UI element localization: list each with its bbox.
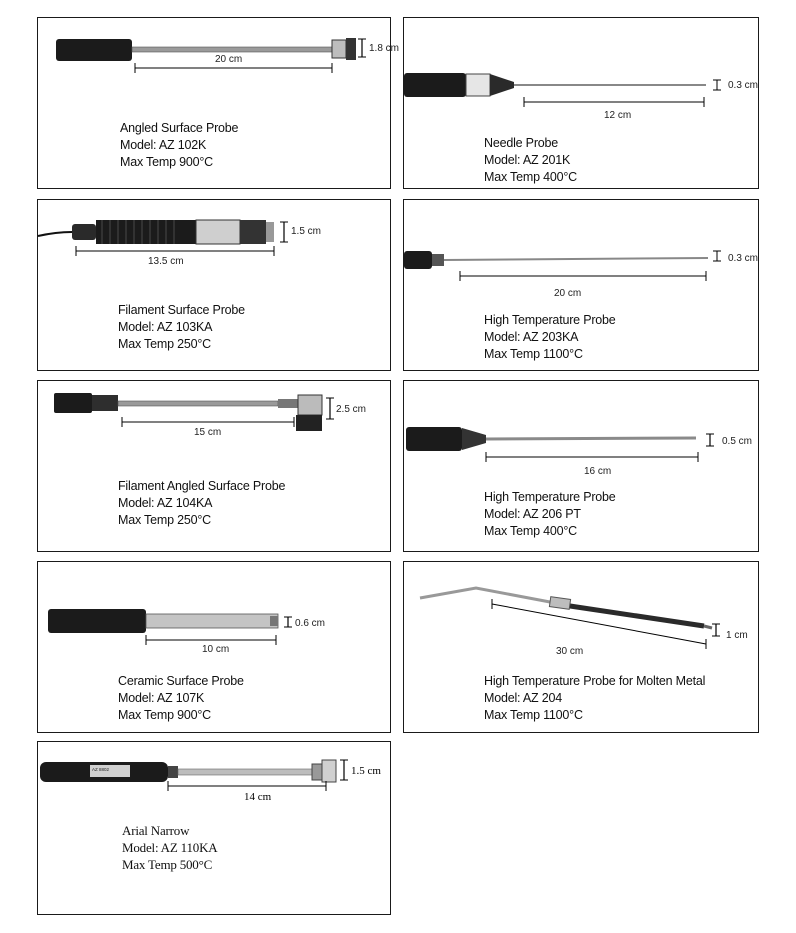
probe-card-az110ka (37, 741, 391, 915)
probe-name: High Temperature Probe for Molten Metal (484, 674, 706, 688)
diameter-label: 1.5 cm (291, 226, 322, 237)
probe-card-az102k (37, 17, 400, 189)
diameter-label: 1 cm (726, 630, 748, 641)
length-label: 20 cm (215, 54, 243, 65)
probe-card-az107k (37, 561, 391, 733)
probe-max-temp: Max Temp 1100°C (484, 708, 583, 722)
length-label: 12 cm (604, 110, 632, 121)
length-label: 30 cm (556, 646, 584, 657)
length-label: 15 cm (194, 427, 222, 438)
probe-max-temp: Max Temp 400°C (484, 524, 577, 538)
probe-name: Needle Probe (484, 136, 559, 150)
probe-name: Filament Angled Surface Probe (118, 479, 286, 493)
probe-card-az103ka (37, 199, 391, 371)
probe-model: Model: AZ 107K (118, 691, 205, 705)
svg-text:AZ 8802: AZ 8802 (92, 767, 110, 772)
probe-max-temp: Max Temp 500°C (122, 857, 213, 872)
length-label: 13.5 cm (148, 256, 184, 267)
probe-card-az203ka (403, 199, 759, 371)
diameter-label: 0.6 cm (295, 618, 326, 629)
length-label: 10 cm (202, 644, 230, 655)
probe-card-az204 (403, 561, 759, 733)
probe-max-temp: Max Temp 400°C (484, 170, 577, 184)
probe-max-temp: Max Temp 250°C (118, 337, 211, 351)
probe-name: High Temperature Probe (484, 490, 616, 504)
length-label: 14 cm (244, 791, 272, 803)
probe-model: Model: AZ 102K (120, 138, 207, 152)
probe-illustration (404, 18, 760, 190)
probe-name: Filament Surface Probe (118, 303, 245, 317)
diameter-label: 0.5 cm (722, 436, 753, 447)
probe-max-temp: Max Temp 900°C (120, 155, 213, 169)
probe-model: Model: AZ 203KA (484, 330, 579, 344)
probe-max-temp: Max Temp 1100°C (484, 347, 583, 361)
diameter-label: 1.8 cm (369, 43, 400, 54)
probe-name: Angled Surface Probe (120, 121, 239, 135)
probe-model: Model: AZ 103KA (118, 320, 213, 334)
probe-card-az104ka (37, 380, 391, 552)
probe-name: Ceramic Surface Probe (118, 674, 244, 688)
probe-name: High Temperature Probe (484, 313, 616, 327)
probe-model: Model: AZ 206 PT (484, 507, 581, 521)
length-label: 16 cm (584, 466, 612, 477)
probe-card-az206pt (403, 380, 759, 552)
diameter-label: 1.5 cm (351, 765, 381, 777)
probe-model: Model: AZ 110KA (122, 840, 218, 855)
probe-card-az201k (403, 17, 759, 189)
probe-max-temp: Max Temp 900°C (118, 708, 211, 722)
length-label: 20 cm (554, 288, 582, 299)
probe-model: Model: AZ 204 (484, 691, 563, 705)
probe-model: Model: AZ 104KA (118, 496, 213, 510)
diameter-label: 0.3 cm (728, 80, 759, 91)
probe-max-temp: Max Temp 250°C (118, 513, 211, 527)
diameter-label: 2.5 cm (336, 404, 367, 415)
probe-model: Model: AZ 201K (484, 153, 571, 167)
diameter-label: 0.3 cm (728, 253, 759, 264)
probe-name: Arial Narrow (122, 823, 190, 838)
